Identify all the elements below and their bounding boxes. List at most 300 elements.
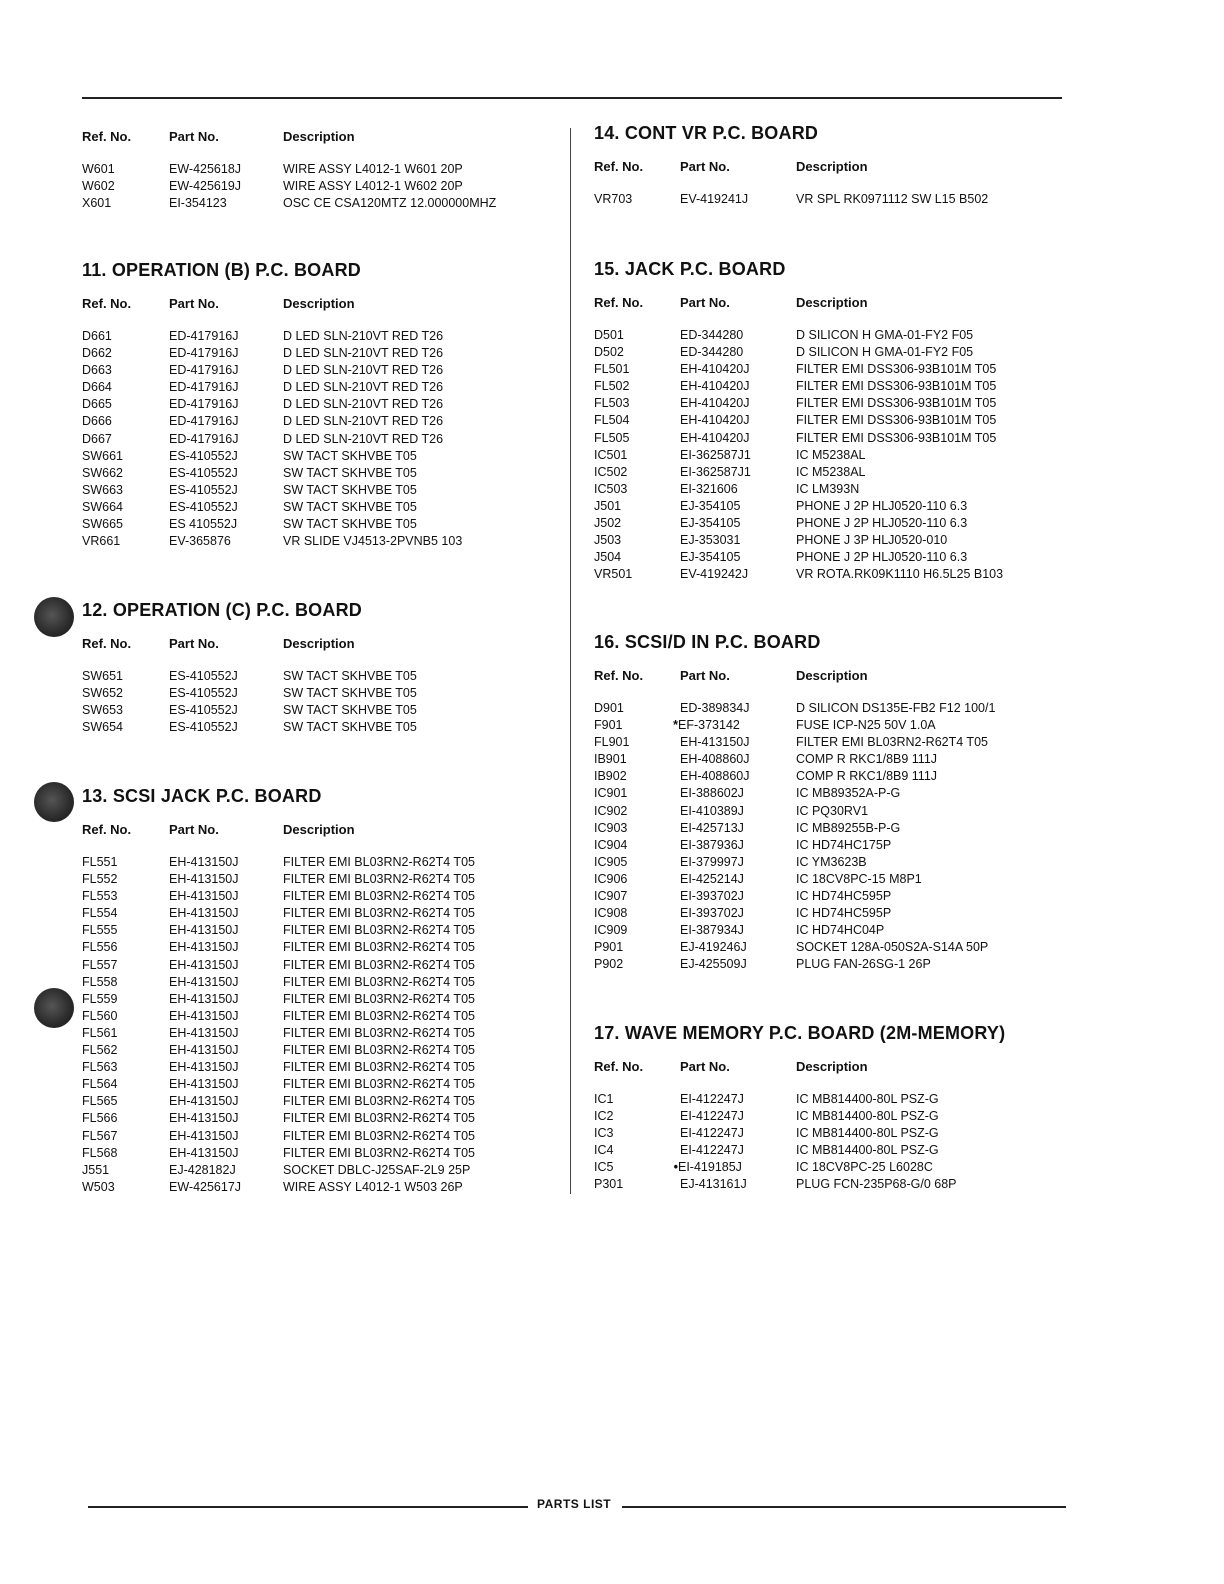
- cell-ref: F901: [594, 718, 623, 733]
- cell-part: EH-413150J: [169, 1145, 239, 1160]
- table-row: [594, 956, 1034, 973]
- table-row: [82, 888, 562, 905]
- cell-part: EJ-354105: [680, 498, 741, 513]
- cell-ref: SW665: [82, 517, 123, 532]
- cell-ref: FL564: [82, 1077, 118, 1092]
- section-16: [594, 631, 1034, 974]
- cell-part: EH-413150J: [169, 1111, 239, 1126]
- parts-table: [594, 1091, 1034, 1194]
- cell-desc: FILTER EMI BL03RN2-R62T4 T05: [283, 1025, 475, 1040]
- section-continued: [82, 128, 562, 212]
- cell-part: ED-389834J: [680, 701, 750, 715]
- cell-desc: IC MB814400-80L PSZ-G: [796, 1143, 939, 1158]
- cell-desc: FILTER EMI BL03RN2-R62T4 T05: [283, 1008, 475, 1023]
- cell-part: ED-417916J: [169, 363, 239, 378]
- table-header: [82, 295, 562, 312]
- cell-ref: FL555: [82, 923, 118, 938]
- cell-part: EI-388602J: [680, 786, 744, 801]
- cell-part: EI-410389J: [680, 803, 744, 818]
- cell-ref: FL562: [82, 1043, 118, 1058]
- cell-ref: SW661: [82, 448, 123, 463]
- cell-desc: SW TACT SKHVBE T05: [283, 465, 417, 480]
- cell-desc: SW TACT SKHVBE T05: [283, 482, 417, 497]
- cell-ref: D901: [594, 701, 624, 715]
- cell-ref: J551: [82, 1162, 110, 1177]
- section-title: 12. OPERATION (C) P.C. BOARD: [82, 600, 362, 620]
- table-header: [82, 821, 562, 838]
- header-part: Part No.: [680, 295, 730, 310]
- cell-ref: FL558: [82, 974, 118, 989]
- cell-ref: VR703: [594, 192, 633, 206]
- table-row: [594, 191, 1034, 208]
- cell-desc: FILTER EMI BL03RN2-R62T4 T05: [283, 923, 475, 938]
- cell-desc: FILTER EMI BL03RN2-R62T4 T05: [283, 1077, 475, 1092]
- cell-part: EH-413150J: [169, 1060, 239, 1075]
- table-row: [594, 768, 1034, 785]
- cell-part: EI-362587J1: [680, 447, 751, 462]
- cell-desc: VR ROTA.RK09K1110 H6.5L25 B103: [796, 567, 1004, 582]
- table-row: [594, 1091, 1034, 1108]
- table-row: [594, 751, 1034, 768]
- table-row: [594, 854, 1034, 871]
- cell-desc: D LED SLN-210VT RED T26: [283, 414, 444, 429]
- table-row: [82, 1025, 562, 1042]
- header-part: Part No.: [169, 129, 219, 144]
- cell-desc: FILTER EMI BL03RN2-R62T4 T05: [283, 991, 475, 1006]
- cell-part: ED-344280: [680, 345, 744, 360]
- cell-desc: IC 18CV8PC-25 L6028C: [796, 1160, 933, 1175]
- cell-desc: SW TACT SKHVBE T05: [283, 499, 417, 514]
- cell-ref: IC2: [594, 1109, 614, 1124]
- parts-table: [594, 700, 1034, 974]
- section-title: 15. JACK P.C. BOARD: [594, 259, 786, 279]
- table-row: [82, 957, 562, 974]
- cell-desc: FILTER EMI BL03RN2-R62T4 T05: [283, 906, 475, 921]
- table-header: [594, 1058, 1034, 1075]
- table-row: [82, 974, 562, 991]
- cell-ref: D502: [594, 345, 624, 360]
- cell-ref: FL556: [82, 940, 118, 955]
- cell-part: EI-362587J1: [680, 464, 751, 479]
- cell-desc: IC HD74HC04P: [796, 923, 885, 938]
- cell-ref: FL560: [82, 1008, 118, 1023]
- cell-part: ED-417916J: [169, 397, 239, 412]
- table-row: [594, 1108, 1034, 1125]
- cell-ref: FL567: [82, 1128, 118, 1143]
- header-part: Part No.: [680, 1059, 730, 1074]
- cell-part: EH-413150J: [169, 957, 239, 972]
- cell-desc: D LED SLN-210VT RED T26: [283, 431, 444, 446]
- cell-desc: FILTER EMI BL03RN2-R62T4 T05: [283, 889, 475, 904]
- table-row: [594, 395, 1034, 412]
- cell-part: ES-410552J: [169, 448, 238, 463]
- table-row: [82, 1128, 562, 1145]
- cell-ref: IC501: [594, 447, 628, 462]
- table-row: [82, 1008, 562, 1025]
- table-row: [82, 178, 562, 195]
- cell-desc: IC HD74HC595P: [796, 889, 892, 904]
- table-row: [82, 345, 562, 362]
- cell-part: ES-410552J: [169, 482, 238, 497]
- parts-table: [82, 161, 562, 212]
- cell-part: EH-413150J: [169, 923, 239, 938]
- cell-desc: FILTER EMI BL03RN2-R62T4 T05: [283, 872, 475, 887]
- table-row: [82, 161, 562, 178]
- table-row: [82, 1145, 562, 1162]
- table-row: [594, 871, 1034, 888]
- footer-rule-left: [88, 1506, 528, 1508]
- table-row: [594, 412, 1034, 429]
- cell-desc: FILTER EMI DSS306-93B101M T05: [796, 362, 997, 377]
- table-row: [594, 430, 1034, 447]
- cell-ref: J502: [594, 516, 622, 531]
- header-ref: Ref. No.: [82, 636, 132, 651]
- table-row: [82, 465, 562, 482]
- cell-ref: IC3: [594, 1126, 614, 1141]
- cell-part: EJ-353031: [680, 533, 741, 548]
- table-row: [82, 396, 562, 413]
- cell-ref: VR501: [594, 567, 633, 582]
- table-row: [594, 498, 1034, 515]
- cell-desc: COMP R RKC1/8B9 111J: [796, 752, 938, 767]
- cell-desc: FILTER EMI DSS306-93B101M T05: [796, 396, 997, 411]
- cell-desc: D SILICON DS135E-FB2 F12 100/1: [796, 701, 996, 715]
- cell-ref: D662: [82, 346, 112, 361]
- table-header: [594, 158, 1034, 175]
- column-divider: [570, 128, 571, 1194]
- table-row: [594, 1142, 1034, 1159]
- cell-desc: FILTER EMI DSS306-93B101M T05: [796, 413, 997, 428]
- cell-ref: IC909: [594, 923, 628, 938]
- cell-part: EH-413150J: [169, 1025, 239, 1040]
- cell-desc: SW TACT SKHVBE T05: [283, 686, 417, 701]
- table-header: [594, 294, 1034, 311]
- table-header: [594, 667, 1034, 684]
- table-row: [594, 785, 1034, 802]
- cell-ref: D666: [82, 414, 112, 429]
- binder-hole: [34, 782, 74, 822]
- cell-part: EI-412247J: [680, 1126, 744, 1141]
- table-row: [82, 871, 562, 888]
- table-row: [82, 668, 562, 685]
- cell-desc: PHONE J 3P HLJ0520-010: [796, 533, 948, 548]
- table-row: [82, 922, 562, 939]
- cell-part: ES-410552J: [169, 720, 238, 735]
- cell-part: EI-412247J: [680, 1109, 744, 1124]
- cell-desc: WIRE ASSY L4012-1 W602 20P: [283, 179, 463, 194]
- cell-part: EH-413150J: [169, 1043, 239, 1058]
- cell-ref: FL554: [82, 906, 118, 921]
- cell-desc: IC MB814400-80L PSZ-G: [796, 1092, 939, 1106]
- safety-mark: *: [673, 718, 678, 733]
- cell-ref: IC502: [594, 464, 628, 479]
- header-ref: Ref. No.: [594, 668, 644, 683]
- cell-ref: FL502: [594, 379, 630, 394]
- cell-desc: D LED SLN-210VT RED T26: [283, 346, 444, 361]
- cell-desc: IC PQ30RV1: [796, 803, 869, 818]
- cell-part: EJ-354105: [680, 550, 741, 565]
- table-row: [594, 1159, 1034, 1176]
- cell-part: EV-419242J: [680, 567, 749, 582]
- table-row: [594, 344, 1034, 361]
- cell-part: EH-413150J: [169, 855, 239, 869]
- cell-ref: J504: [594, 550, 622, 565]
- cell-desc: FILTER EMI BL03RN2-R62T4 T05: [796, 735, 988, 750]
- header-desc: Description: [283, 129, 355, 144]
- cell-desc: FILTER EMI BL03RN2-R62T4 T05: [283, 1145, 475, 1160]
- cell-ref: IC503: [594, 481, 628, 496]
- header-ref: Ref. No.: [82, 822, 132, 837]
- cell-part: EI-393702J: [680, 906, 744, 921]
- parts-table: [594, 327, 1034, 583]
- cell-desc: D SILICON H GMA-01-FY2 F05: [796, 345, 974, 360]
- cell-desc: SW TACT SKHVBE T05: [283, 669, 417, 683]
- cell-desc: FUSE ICP-N25 50V 1.0A: [796, 718, 936, 733]
- table-row: [594, 820, 1034, 837]
- cell-ref: SW653: [82, 703, 123, 718]
- cell-desc: D SILICON H GMA-01-FY2 F05: [796, 328, 974, 342]
- table-row: [594, 905, 1034, 922]
- cell-desc: FILTER EMI BL03RN2-R62T4 T05: [283, 940, 475, 955]
- cell-ref: FL501: [594, 362, 630, 377]
- table-row: [82, 448, 562, 465]
- cell-part: ED-417916J: [169, 414, 239, 429]
- cell-ref: FL551: [82, 855, 118, 869]
- cell-ref: SW662: [82, 465, 123, 480]
- table-row: [594, 515, 1034, 532]
- cell-desc: FILTER EMI BL03RN2-R62T4 T05: [283, 1111, 475, 1126]
- cell-part: EH-413150J: [169, 1094, 239, 1109]
- cell-part: EH-410420J: [680, 430, 750, 445]
- cell-desc: FILTER EMI BL03RN2-R62T4 T05: [283, 1060, 475, 1075]
- table-row: [594, 327, 1034, 344]
- table-row: [82, 328, 562, 345]
- cell-part: EI-425214J: [680, 871, 744, 886]
- cell-part: EI-412247J: [680, 1092, 744, 1106]
- table-row: [82, 362, 562, 379]
- cell-part: ED-417916J: [169, 380, 239, 395]
- cell-desc: PLUG FAN-26SG-1 26P: [796, 957, 931, 972]
- cell-desc: SOCKET 128A-050S2A-S14A 50P: [796, 940, 989, 955]
- cell-part: ED-417916J: [169, 431, 239, 446]
- cell-part: EI-387934J: [680, 923, 744, 938]
- cell-part: EW-425618J: [169, 162, 242, 176]
- cell-ref: SW664: [82, 499, 123, 514]
- header-desc: Description: [283, 636, 355, 651]
- table-row: [82, 195, 562, 212]
- cell-part: EJ-413161J: [680, 1177, 747, 1192]
- cell-part: EI-354123: [169, 196, 227, 211]
- table-row: [594, 717, 1034, 734]
- cell-part: EJ-419246J: [680, 940, 747, 955]
- cell-part: EI-412247J: [680, 1143, 744, 1158]
- table-row: [594, 1176, 1034, 1193]
- parts-table: [82, 328, 562, 550]
- cell-ref: D665: [82, 397, 112, 412]
- cell-desc: SW TACT SKHVBE T05: [283, 720, 417, 735]
- cell-ref: IC901: [594, 786, 628, 801]
- cell-ref: VR661: [82, 534, 121, 549]
- parts-table: [594, 191, 1034, 208]
- cell-ref: IB902: [594, 769, 627, 784]
- section-title: 13. SCSI JACK P.C. BOARD: [82, 786, 322, 806]
- cell-ref: SW651: [82, 669, 123, 683]
- part-number: EI-419185J: [678, 1160, 742, 1175]
- table-row: [594, 888, 1034, 905]
- table-row: [594, 837, 1034, 854]
- section-15: [594, 258, 1034, 583]
- cell-part: [673, 1159, 796, 1176]
- table-row: [82, 905, 562, 922]
- cell-part: ED-417916J: [169, 329, 239, 343]
- cell-desc: COMP R RKC1/8B9 111J: [796, 769, 938, 784]
- cell-ref: IC903: [594, 820, 628, 835]
- header-ref: Ref. No.: [594, 159, 644, 174]
- cell-ref: X601: [82, 196, 112, 211]
- cell-ref: FL552: [82, 872, 118, 887]
- cell-ref: W602: [82, 179, 115, 194]
- cell-desc: FILTER EMI BL03RN2-R62T4 T05: [283, 1043, 475, 1058]
- cell-desc: IC M5238AL: [796, 447, 866, 462]
- cell-desc: VR SPL RK0971112 SW L15 B502: [796, 192, 989, 206]
- table-row: [594, 532, 1034, 549]
- cell-part: EH-408860J: [680, 752, 750, 767]
- header-part: Part No.: [680, 159, 730, 174]
- cell-desc: FILTER EMI DSS306-93B101M T05: [796, 430, 997, 445]
- table-row: [82, 516, 562, 533]
- cell-desc: D LED SLN-210VT RED T26: [283, 380, 444, 395]
- section-12: [82, 599, 562, 736]
- header-ref: Ref. No.: [594, 295, 644, 310]
- cell-ref: W503: [82, 1179, 115, 1194]
- cell-part: EH-413150J: [169, 991, 239, 1006]
- cell-part: EI-393702J: [680, 889, 744, 904]
- cell-ref: D663: [82, 363, 112, 378]
- table-row: [594, 922, 1034, 939]
- table-row: [594, 700, 1034, 717]
- header-desc: Description: [283, 296, 355, 311]
- cell-ref: IB901: [594, 752, 627, 767]
- cell-part: EW-425617J: [169, 1179, 242, 1194]
- cell-part: EH-413150J: [169, 940, 239, 955]
- binder-hole: [34, 988, 74, 1028]
- cell-part: ES-410552J: [169, 499, 238, 514]
- cell-ref: FL553: [82, 889, 118, 904]
- section-title: 17. WAVE MEMORY P.C. BOARD (2M-MEMORY): [594, 1023, 1006, 1043]
- cell-ref: P902: [594, 957, 624, 972]
- cell-desc: D LED SLN-210VT RED T26: [283, 329, 444, 343]
- cell-ref: FL559: [82, 991, 118, 1006]
- cell-ref: FL901: [594, 735, 630, 750]
- cell-desc: FILTER EMI BL03RN2-R62T4 T05: [283, 957, 475, 972]
- cell-ref: IC5: [594, 1160, 614, 1175]
- table-row: [594, 734, 1034, 751]
- table-row: [82, 379, 562, 396]
- cell-part: EH-410420J: [680, 413, 750, 428]
- table-row: [594, 361, 1034, 378]
- cell-desc: SW TACT SKHVBE T05: [283, 448, 417, 463]
- cell-part: ES-410552J: [169, 703, 238, 718]
- cell-ref: P301: [594, 1177, 624, 1192]
- header-ref: Ref. No.: [82, 129, 132, 144]
- footer-label: PARTS LIST: [537, 1497, 612, 1511]
- table-header: [82, 128, 562, 145]
- cell-part: EH-410420J: [680, 379, 750, 394]
- section-title: 14. CONT VR P.C. BOARD: [594, 123, 819, 143]
- table-row: [82, 991, 562, 1008]
- table-row: [82, 939, 562, 956]
- cell-part: EI-387936J: [680, 837, 744, 852]
- table-row: [594, 566, 1034, 583]
- table-row: [594, 1125, 1034, 1142]
- cell-ref: D667: [82, 431, 112, 446]
- cell-desc: IC M5238AL: [796, 464, 866, 479]
- header-part: Part No.: [680, 668, 730, 683]
- cell-ref: FL563: [82, 1060, 118, 1075]
- table-row: [82, 685, 562, 702]
- cell-desc: VR SLIDE VJ4513-2PVNB5 103: [283, 534, 463, 549]
- cell-desc: IC HD74HC175P: [796, 837, 892, 852]
- table-row: [82, 1110, 562, 1127]
- cell-desc: WIRE ASSY L4012-1 W503 26P: [283, 1179, 463, 1194]
- cell-part: [673, 717, 796, 734]
- header-ref: Ref. No.: [82, 296, 132, 311]
- cell-part: EH-413150J: [169, 1077, 239, 1092]
- cell-ref: SW654: [82, 720, 123, 735]
- cell-ref: FL503: [594, 396, 630, 411]
- cell-part: ES-410552J: [169, 686, 238, 701]
- cell-ref: J501: [594, 498, 622, 513]
- cell-ref: SW652: [82, 686, 123, 701]
- table-row: [82, 1059, 562, 1076]
- cell-ref: IC905: [594, 854, 628, 869]
- section-11: [82, 259, 562, 550]
- cell-desc: IC LM393N: [796, 481, 860, 496]
- table-row: [82, 1179, 562, 1196]
- section-14: [594, 122, 1034, 208]
- cell-desc: PHONE J 2P HLJ0520-110 6.3: [796, 550, 968, 565]
- cell-ref: IC904: [594, 837, 628, 852]
- cell-desc: FILTER EMI BL03RN2-R62T4 T05: [283, 1094, 475, 1109]
- table-row: [82, 719, 562, 736]
- table-row: [594, 464, 1034, 481]
- table-row: [594, 803, 1034, 820]
- cell-part: EH-410420J: [680, 362, 750, 377]
- footer-rule-right: [622, 1506, 1066, 1508]
- cell-ref: FL568: [82, 1145, 118, 1160]
- cell-desc: FILTER EMI DSS306-93B101M T05: [796, 379, 997, 394]
- cell-ref: P901: [594, 940, 624, 955]
- table-row: [82, 1042, 562, 1059]
- cell-ref: D501: [594, 328, 624, 342]
- cell-desc: FILTER EMI BL03RN2-R62T4 T05: [283, 974, 475, 989]
- safety-mark: •: [673, 1160, 678, 1175]
- table-row: [594, 549, 1034, 566]
- cell-part: EI-379997J: [680, 854, 744, 869]
- cell-desc: SW TACT SKHVBE T05: [283, 517, 417, 532]
- cell-part: EH-413150J: [169, 1128, 239, 1143]
- cell-desc: D LED SLN-210VT RED T26: [283, 397, 444, 412]
- cell-desc: WIRE ASSY L4012-1 W601 20P: [283, 162, 463, 176]
- parts-table: [82, 854, 562, 1196]
- header-desc: Description: [796, 295, 868, 310]
- cell-part: EJ-354105: [680, 516, 741, 531]
- cell-desc: IC MB814400-80L PSZ-G: [796, 1109, 939, 1124]
- cell-part: EH-408860J: [680, 769, 750, 784]
- section-13: [82, 785, 562, 1196]
- cell-part: ES 410552J: [169, 517, 238, 532]
- cell-part: EH-413150J: [680, 735, 750, 750]
